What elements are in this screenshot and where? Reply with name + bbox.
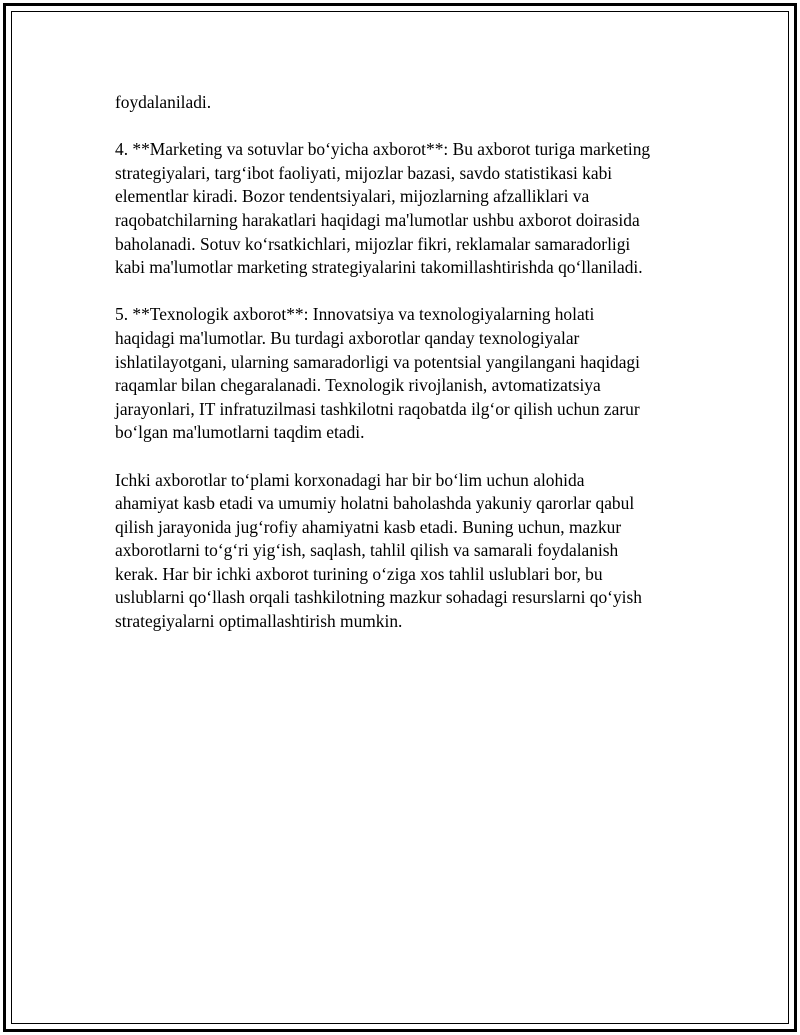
text-line: Ichki axborotlar to‘plami korxonadagi har bir bo‘lim uchun alohida — [115, 469, 585, 490]
paragraph-conclusion — [115, 469, 695, 634]
text-line: raqamlar bilan chegaralanadi. Texnologik rivojlanish, avtomatizatsiya — [115, 375, 601, 396]
text-line: qilish jarayonida jug‘rofiy ahamiyatni kasb etadi. Buning uchun, mazkur — [115, 516, 622, 537]
text-line: bo‘lgan ma'lumotlarni taqdim etadi. — [115, 422, 365, 443]
text-line: strategiyalarni optimallashtirish mumkin. — [115, 611, 403, 632]
text-line: kerak. Har bir ichki axborot turining o‘ziga xos tahlil uslublari bor, bu — [115, 563, 603, 584]
document-body — [115, 91, 695, 657]
text-line: 4. **Marketing va sotuvlar bo‘yicha axborot**: Bu axborot turiga marketing — [115, 139, 651, 160]
text-line: jarayonlari, IT infratuzilmasi tashkilotni raqobatda ilg‘or qilish uchun zarur — [115, 398, 640, 419]
paragraph-marketing — [115, 138, 695, 280]
text-line: kabi ma'lumotlar marketing strategiyalarini takomillashtirishda qo‘llaniladi. — [115, 257, 643, 278]
text-line: ahamiyat kasb etadi va umumiy holatni baholashda yakuniy qarorlar qabul — [115, 493, 635, 514]
text-line: foydalaniladi. — [115, 92, 212, 112]
text-line: strategiyalari, targ‘ibot faoliyati, mijozlar bazasi, savdo statistikasi kabi — [115, 162, 613, 183]
text-line: ishlatilayotgani, ularning samaradorligi va potentsial yangilangani haqidagi — [115, 351, 640, 372]
paragraph-continuation — [115, 91, 695, 115]
text-line: axborotlarni to‘g‘ri yig‘ish, saqlash, tahlil qilish va samarali foydalanish — [115, 540, 619, 561]
text-line: uslublarni qo‘llash orqali tashkilotning mazkur sohadagi resurslarni qo‘yish — [115, 587, 642, 608]
text-line: baholanadi. Sotuv ko‘rsatkichlari, mijozlar fikri, reklamalar samaradorligi — [115, 233, 631, 254]
text-line: haqidagi ma'lumotlar. Bu turdagi axborotlar qanday texnologiyalar — [115, 327, 580, 348]
text-line: elementlar kiradi. Bozor tendentsiyalari, mijozlarning afzalliklari va — [115, 186, 590, 207]
paragraph-technology — [115, 303, 695, 445]
text-line: 5. **Texnologik axborot**: Innovatsiya va texnologiyalarning holati — [115, 304, 595, 325]
text-line: raqobatchilarning harakatlari haqidagi ma'lumotlar ushbu axborot doirasida — [115, 209, 640, 230]
